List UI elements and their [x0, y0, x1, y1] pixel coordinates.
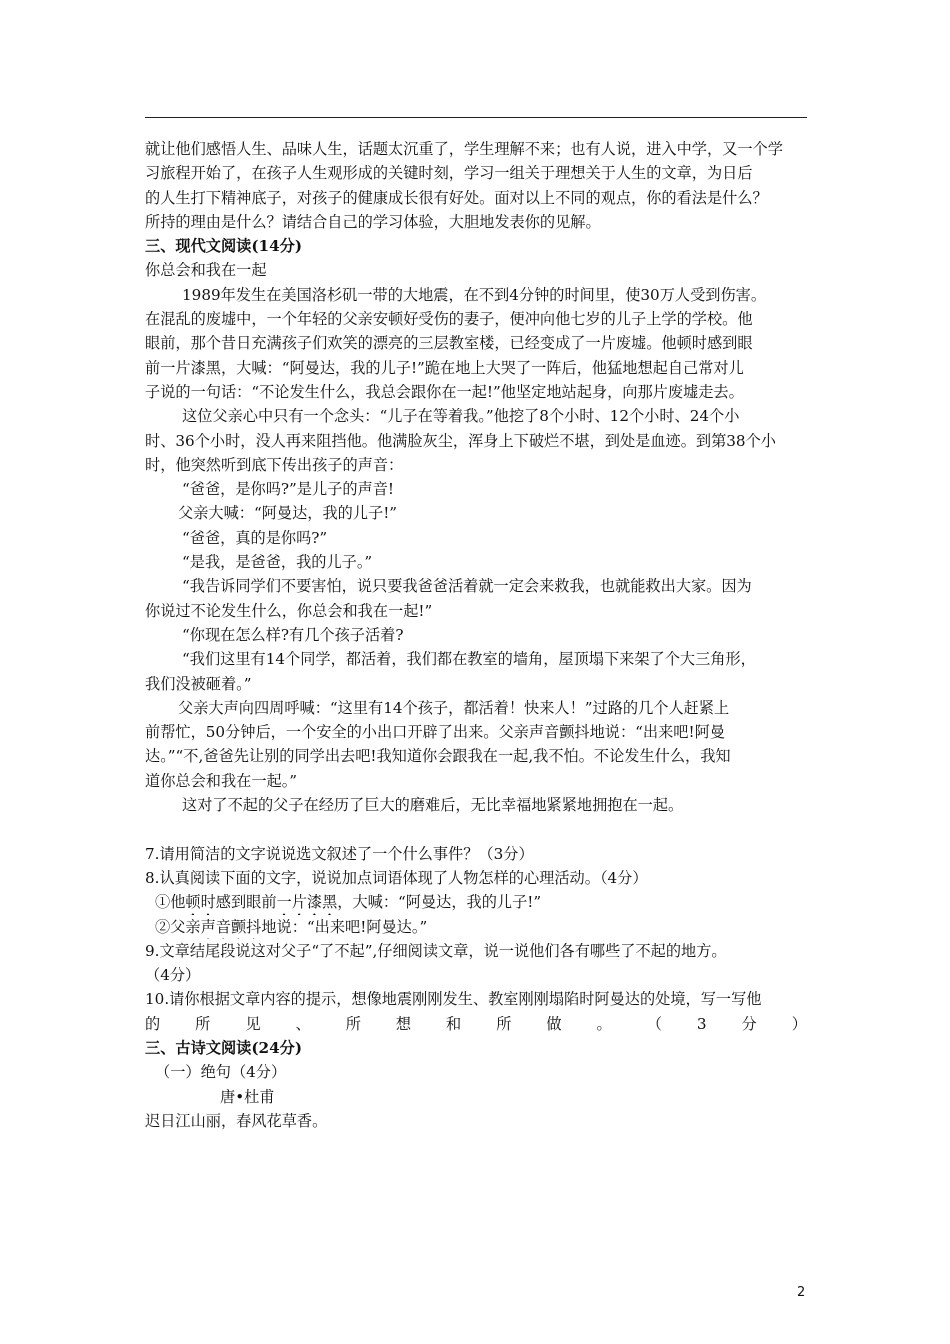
story-title: 你总会和我在一起	[145, 261, 267, 280]
story-line: 前一片漆黑，大喊：“阿曼达，我的儿子!”跪在地上大哭了一阵后，他猛地想起自己常对儿	[145, 358, 744, 377]
story-line: 父亲大喊：“阿曼达，我的儿子!”	[178, 504, 398, 523]
q10-tail-char: 做	[546, 1014, 562, 1033]
story-line: “是我，是爸爸，我的儿子。”	[182, 553, 373, 572]
story-line: 达。”“不,爸爸先让别的同学出去吧!我知道你会跟我在一起,我不怕。不论发生什么，我知	[145, 747, 731, 766]
question-8-item-2	[145, 915, 807, 939]
story-line: 1989年发生在美国洛杉矶一带的大地震，在不到4分钟的时间里，使30万人受到伤害。	[182, 285, 767, 304]
poem-line-1: 迟日江山丽，春风花草香。	[145, 1111, 328, 1130]
story-line: 我们没被砸着。”	[145, 674, 252, 693]
intro-line: 习旅程开始了，在孩子人生观形成的关键时刻，学习一组关于理想关于人生的文章，为日后	[145, 164, 753, 183]
spacer	[145, 817, 807, 841]
poem-author	[145, 1085, 807, 1109]
story-line: 时、36个小时，没人再来阻挡他。他满脸灰尘，浑身上下破烂不堪，到处是血迹。到第38个小	[145, 431, 776, 450]
story-line: 子说的一句话：“不论发生什么，我总会跟你在一起!”他坚定地站起身，向那片废墟走去。	[145, 382, 744, 401]
q10-tail-char: 所	[345, 1014, 361, 1033]
q8-1-text: ①他	[155, 893, 186, 912]
poem-author-separator: •	[235, 1087, 245, 1106]
story-line: 前帮忙，50分钟后，一个安全的小出口开辟了出来。父亲声音颤抖地说：“出来吧!阿曼	[145, 723, 725, 742]
q10-tail-char: 所	[496, 1014, 512, 1033]
intro-line: 的人生打下精神底子，对孩子的健康成长很有好处。面对以上不同的观点，你的看法是什么？	[145, 188, 768, 207]
poem-author-name: 杜甫	[244, 1087, 275, 1106]
intro-line: 所持的理由是什么？请结合自己的学习体验，大胆地发表你的见解。	[145, 212, 601, 231]
q10-tail-char: 分	[741, 1014, 757, 1033]
question-9-score: （4分）	[145, 966, 201, 985]
q10-tail-char: 想	[395, 1014, 412, 1033]
question-7: 7.请用简洁的文字说说选文叙述了一个什么事件？（3分）	[145, 844, 534, 863]
q8-1-text-mid: 感到眼前	[215, 893, 277, 912]
poem-subheading: （一）绝句（4分）	[155, 1063, 287, 1082]
question-10: 10.请你根据文章内容的提示，想像地震刚刚发生、教室刚刚塌陷时阿曼达的处境，写一写他	[145, 990, 762, 1009]
poem-dynasty: 唐	[220, 1087, 236, 1106]
intro-line: 就让他们感悟人生、品味人生，话题太沉重了，学生理解不来；也有人说，进入中学，又一个学	[145, 140, 783, 158]
question-8-item-1	[145, 890, 807, 914]
question-8: 8.认真阅读下面的文字，说说加点词语体现了人物怎样的心理活动。（4分）	[145, 868, 648, 887]
story-line: 道你总会和我在一起。”	[145, 771, 298, 790]
q8-2-dotted-word: 声音颤抖	[200, 917, 262, 936]
q10-tail-char: 所	[195, 1014, 211, 1033]
q10-tail-char: 见	[245, 1014, 261, 1033]
story-line: “我们这里有14个同学，都活着，我们都在教室的墙角，屋顶塌下来架了个大三角形，	[182, 650, 756, 669]
header-rule	[145, 117, 807, 118]
question-9: 9.文章结尾段说这对父子“了不起”,仔细阅读文章，说一说他们各有哪些了不起的地方。	[145, 941, 727, 960]
q10-tail-char: 的	[145, 1014, 161, 1033]
q10-tail-char: 。	[596, 1014, 612, 1033]
section-heading-classical-poetry: 三、古诗文阅读(24分)	[145, 1038, 303, 1057]
story-line: “你现在怎么样?有几个孩子活着?	[182, 625, 404, 644]
q8-1-dotted-word: 顿时	[185, 893, 216, 912]
story-line: 这位父亲心中只有一个念头：“儿子在等着我。”他挖了8个小时、12个小时、24个小	[182, 407, 740, 426]
story-line: 这对了不起的父子在经历了巨大的磨难后，无比幸福地紧紧地拥抱在一起。	[182, 796, 684, 815]
story-line: “我告诉同学们不要害怕，说只要我爸爸活着就一定会来救我，也就能救出大家。因为	[182, 577, 752, 596]
story-line: “爸爸，是你吗?”是儿子的声音!	[182, 480, 395, 499]
q10-tail-char: 、	[295, 1014, 311, 1033]
page-content	[145, 137, 807, 1133]
q8-2-text-end: 地说：“出来吧!阿曼达。”	[261, 917, 428, 936]
story-line: 你说过不论发生什么，你总会和我在一起!”	[145, 601, 433, 620]
story-line: 在混乱的废墟中，一个年轻的父亲安顿好受伤的妻子，便冲向他七岁的儿子上学的学校。他	[145, 310, 753, 329]
q8-1-dotted-word-2: 一片漆黑	[276, 893, 338, 912]
q10-tail-char: ）	[791, 1014, 807, 1033]
q10-tail-char: 3	[696, 1014, 707, 1033]
story-line: 时，他突然听到底下传出孩子的声音：	[145, 455, 404, 474]
q10-tail-char: （	[646, 1014, 662, 1033]
section-heading-modern-reading: 三、现代文阅读(14分)	[145, 237, 303, 256]
q8-2-text: ②父亲	[155, 917, 201, 936]
question-10-continuation	[145, 1012, 807, 1036]
story-line: “爸爸，真的是你吗?”	[182, 528, 328, 547]
intro-paragraph	[145, 137, 807, 234]
story-line: 父亲大声向四周呼喊：“这里有14个孩子，都活着！快来人！”过路的几个人赶紧上	[178, 698, 730, 717]
q10-tail-char: 和	[446, 1014, 462, 1033]
story-body	[145, 283, 807, 818]
story-line: 眼前，那个昔日充满孩子们欢笑的漂亮的三层教室楼，已经变成了一片废墟。他顿时感到眼	[145, 334, 753, 353]
q8-1-text-end: ，大喊：“阿曼达，我的儿子!”	[337, 893, 542, 912]
page-number: 2	[797, 1285, 806, 1300]
